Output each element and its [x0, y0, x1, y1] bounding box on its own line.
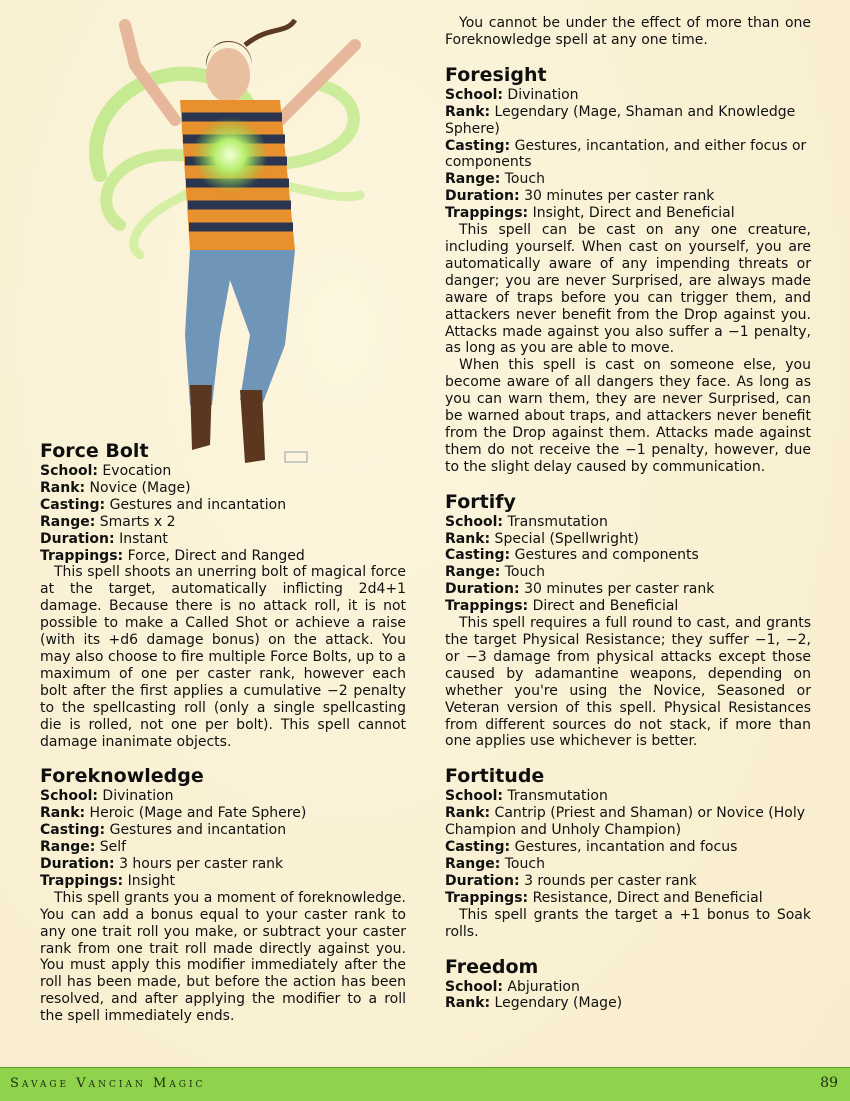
spell-description: This spell can be cast on any one creature, including yourself. When cast on yourself, you are automatically aware of any impending threats or danger; you are never Surprised, are always made aware of traps before you can trigger them, and attackers never benefit from the Drop against you. Attacks made against you also suffer a −1 penalty, as long as you are able to move. — [445, 222, 811, 357]
spell-fortitude — [445, 765, 811, 940]
spell-school: School: Divination — [40, 788, 174, 805]
spell-range: Range: Touch — [445, 855, 545, 872]
spell-duration: Duration: 30 minutes per caster rank — [445, 188, 715, 205]
spell-rank: Rank: Special (Spellwright) — [445, 530, 639, 547]
spell-duration: Duration: 30 minutes per caster rank — [445, 581, 715, 598]
spell-description: This spell shoots an unerring bolt of magical force at the target, automatically inflicting 2d4+1 damage. Because there is no attack roll, it is not possible to make a Called Shot or achieve a raise (with its +d6 damage bonus) on the attack. You may also choose to fire multiple Force Bolts, up to a maximum of one per caster rank, however each bolt after the first applies a cumulative −2 penalty to the spellcasting roll (only a single spellcasting die is rolled, not one per bolt). This spell cannot damage inanimate objects. — [40, 564, 406, 750]
page-number: 89 — [820, 1075, 838, 1091]
foreknowledge-continuation — [445, 15, 811, 49]
spell-range: Range: Smarts x 2 — [40, 513, 176, 530]
spell-freedom — [445, 956, 811, 1013]
spell-title: Fortify — [445, 490, 516, 513]
spell-foreknowledge — [40, 765, 406, 1025]
spell-fortify — [445, 491, 811, 751]
spell-title: Freedom — [445, 955, 539, 978]
spell-description: This spell grants you a moment of foreknowledge. You can add a bonus equal to your caster rank to any one trait roll you make, or subtract your caster rank from one trait roll made directly against you. You must apply this modifier immediately after the roll has been made, but before the action has been resolved, and after applying the modifier to a roll the spell immediately ends. — [40, 889, 406, 1025]
spell-school: School: Evocation — [40, 463, 172, 479]
book-title: Savage Vancian Magic — [10, 1076, 206, 1091]
spell-description: When this spell is cast on someone else, you become aware of all dangers they face. As long as you can warn them, they are never Surprised, can be warned about traps, and attackers never benefit from the Drop against them. Attacks made against them do not receive the −1 penalty, however, due to the slight delay caused by communication. — [445, 357, 811, 475]
spell-rank: Rank: Heroic (Mage and Fate Sphere) — [40, 805, 307, 822]
spell-trappings: Trappings: Insight — [40, 872, 176, 889]
spell-description: This spell requires a full round to cast, and grants the target Physical Resistance; they suffer −1, −2, or −3 damage from physical attacks except those caused by adamantine weapons, depending on whether you're using the Novice, Seasoned or Veteran version of this spell. Physical Resistances from different sources do not stack, if more than one applies use whichever is better. — [445, 615, 811, 750]
spell-title: Foresight — [445, 63, 547, 86]
spell-casting: Casting: Gestures and incantation — [40, 822, 287, 839]
spell-title: Fortitude — [445, 765, 545, 788]
spell-school: School: Abjuration — [445, 978, 580, 995]
spell-force-bolt — [40, 440, 406, 750]
spell-casting: Casting: Gestures and components — [445, 547, 699, 564]
spell-trappings: Trappings: Direct and Beneficial — [445, 598, 679, 615]
spell-trappings: Trappings: Insight, Direct and Beneficial — [445, 205, 735, 222]
spell-title: Force Bolt — [40, 440, 149, 462]
spell-range: Range: Self — [40, 839, 127, 856]
spell-casting: Casting: Gestures, incantation, and either focus or components — [445, 137, 807, 171]
spell-duration: Duration: 3 hours per caster rank — [40, 856, 284, 873]
sorceress-illustration — [80, 5, 380, 465]
spell-rank: Rank: Novice (Mage) — [40, 479, 191, 496]
spell-casting: Casting: Gestures, incantation and focus — [445, 839, 738, 856]
spell-duration: Duration: Instant — [40, 530, 168, 547]
spell-duration: Duration: 3 rounds per caster rank — [445, 872, 697, 889]
spell-school: School: Divination — [445, 86, 579, 103]
spell-rank: Rank: Legendary (Mage, Shaman and Knowledge Sphere) — [445, 103, 796, 137]
spell-description: This spell grants the target a +1 bonus to Soak rolls. — [445, 906, 811, 940]
spell-foresight — [445, 64, 811, 476]
spell-range: Range: Touch — [445, 564, 545, 581]
spell-trappings: Trappings: Resistance, Direct and Beneficial — [445, 889, 763, 906]
spell-casting: Casting: Gestures and incantation — [40, 496, 287, 513]
right-column — [445, 15, 811, 1027]
page-footer — [0, 1067, 850, 1101]
spell-range: Range: Touch — [445, 171, 545, 188]
spell-rank: Rank: Cantrip (Priest and Shaman) or Novice (Holy Champion and Unholy Champion) — [445, 805, 806, 839]
left-column — [40, 440, 406, 1040]
spell-school: School: Transmutation — [445, 513, 608, 530]
spell-school: School: Transmutation — [445, 788, 608, 805]
spell-title: Foreknowledge — [40, 765, 204, 788]
spell-trappings: Trappings: Force, Direct and Ranged — [40, 547, 305, 564]
continuation-text: You cannot be under the effect of more than one Foreknowledge spell at any one time. — [445, 15, 811, 48]
spell-rank: Rank: Legendary (Mage) — [445, 995, 623, 1012]
